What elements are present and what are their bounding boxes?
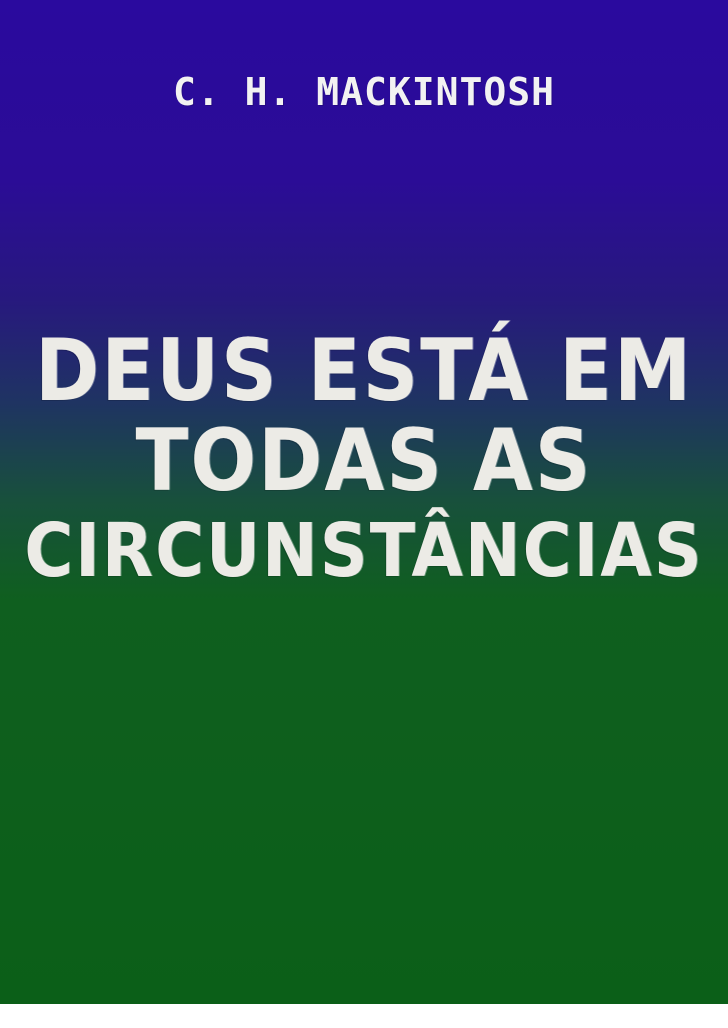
page-margin [0, 1004, 728, 1028]
title-line-2: TODAS AS [135, 411, 593, 511]
title-line-1: DEUS ESTÁ EM [35, 321, 693, 421]
author-name: C. H. MACKINTOSH [172, 70, 556, 114]
book-title [20, 321, 708, 596]
title-line-3: CIRCUNSTÂNCIAS [24, 508, 704, 594]
